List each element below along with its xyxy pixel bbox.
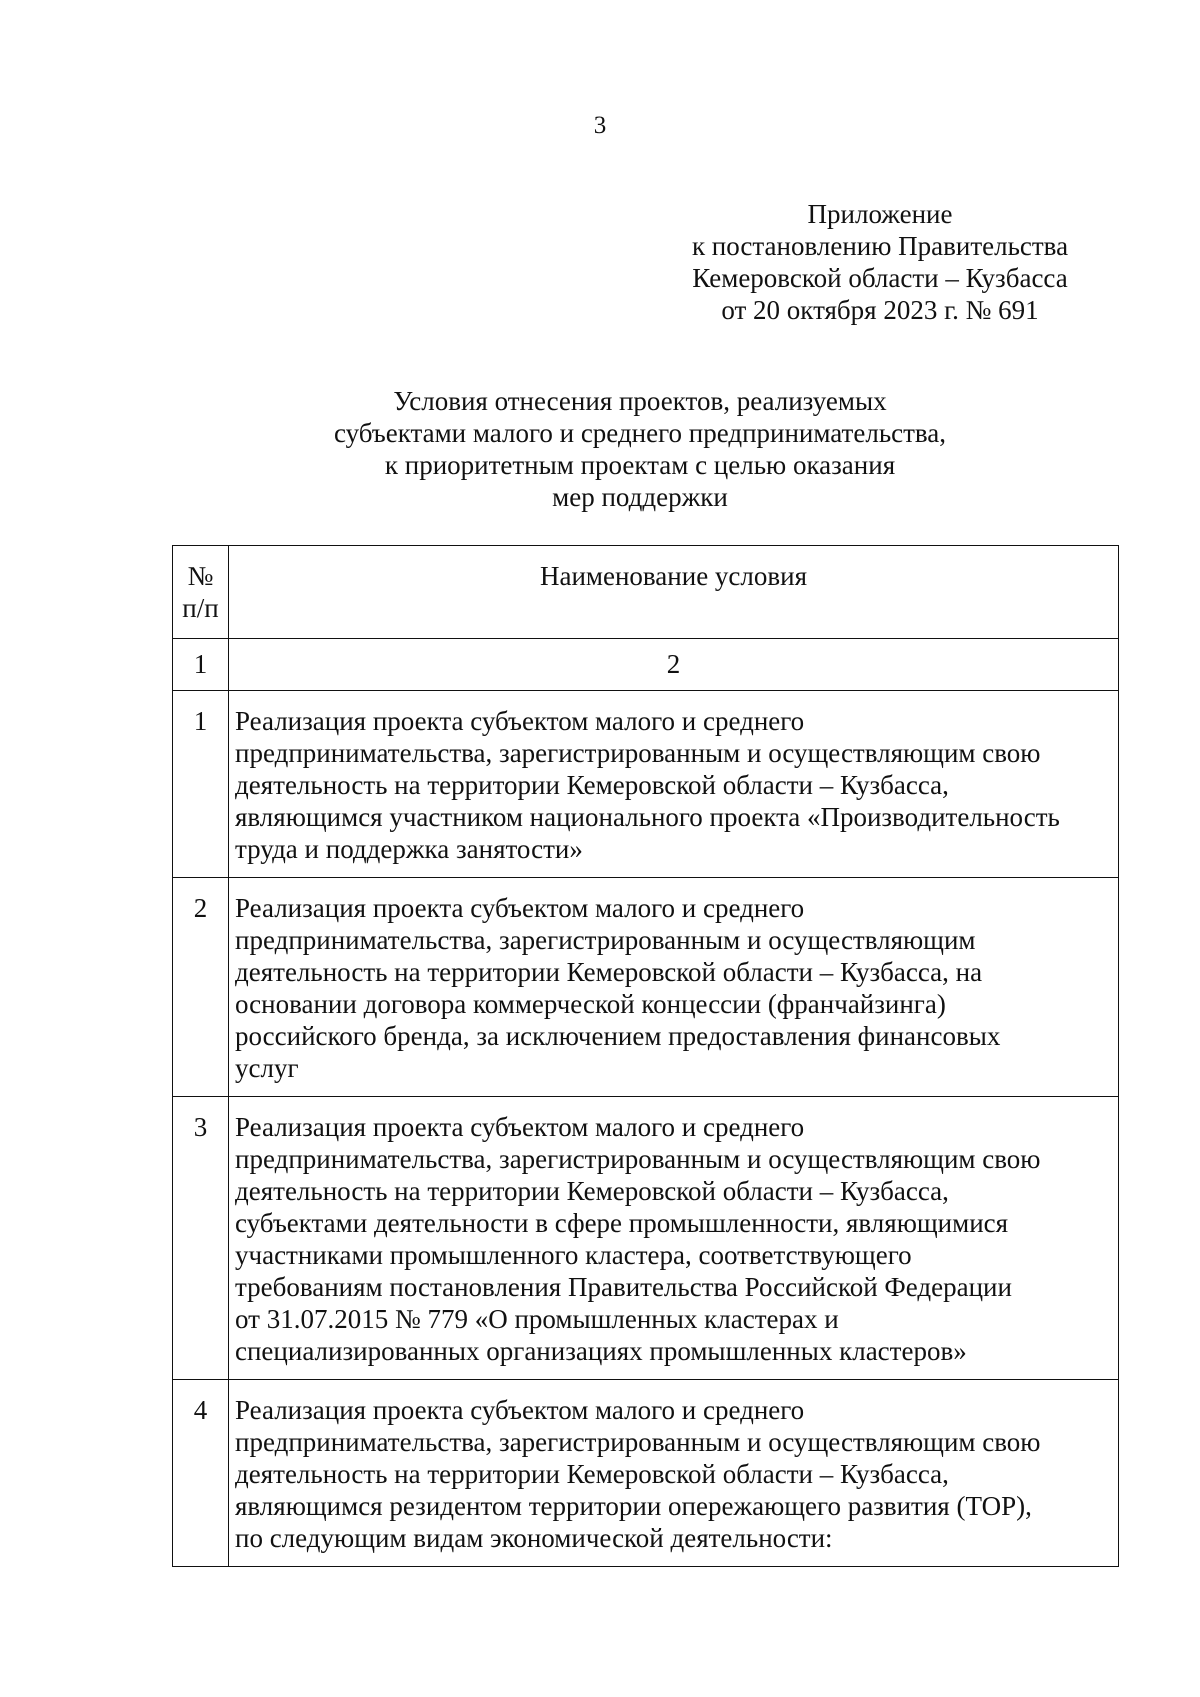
condition-line: предпринимательства, зарегистрированным и осуществляющим свою xyxy=(235,1427,1041,1457)
condition-line: Реализация проекта субъектом малого и среднего xyxy=(235,1112,805,1142)
condition-line: специализированных организациях промышленных кластеров» xyxy=(235,1336,967,1366)
conditions-table xyxy=(172,545,1119,1567)
appendix-header xyxy=(670,198,1090,326)
title-line: к приоритетным проектам с целью оказания xyxy=(384,450,896,480)
condition-line: от 31.07.2015 № 779 «О промышленных кластерах и xyxy=(235,1304,839,1334)
row-number: 2 xyxy=(173,878,229,1097)
header-number-cell xyxy=(173,546,229,639)
appendix-line: Кемеровской области – Кузбасса xyxy=(692,263,1068,293)
table-header-row xyxy=(173,546,1119,639)
condition-line: Реализация проекта субъектом малого и среднего xyxy=(235,1395,805,1425)
table-row xyxy=(173,1380,1119,1567)
condition-line: основании договора коммерческой концессии (франчайзинга) xyxy=(235,989,946,1019)
table-row xyxy=(173,691,1119,878)
document-title xyxy=(200,385,1080,513)
table-row xyxy=(173,1097,1119,1380)
appendix-line: к постановлению Правительства xyxy=(691,231,1069,261)
column-index-row xyxy=(173,639,1119,691)
condition-line: участниками промышленного кластера, соответствующего xyxy=(235,1240,912,1270)
condition-line: российского бренда, за исключением предоставления финансовых xyxy=(235,1021,1001,1051)
condition-line: деятельность на территории Кемеровской области – Кузбасса, xyxy=(235,1176,949,1206)
condition-line: предпринимательства, зарегистрированным и осуществляющим xyxy=(235,925,976,955)
condition-line: предпринимательства, зарегистрированным и осуществляющим свою xyxy=(235,738,1041,768)
condition-text xyxy=(229,1380,1119,1567)
condition-line: субъектами деятельности в сфере промышленности, являющимися xyxy=(235,1208,1009,1238)
header-name-cell: Наименование условия xyxy=(229,546,1119,639)
condition-line: труда и поддержка занятости» xyxy=(235,834,583,864)
title-line: мер поддержки xyxy=(552,482,728,512)
header-number-symbol: № xyxy=(187,561,214,591)
column-index-2: 2 xyxy=(229,639,1119,691)
condition-text xyxy=(229,691,1119,878)
condition-line: деятельность на территории Кемеровской области – Кузбасса, на xyxy=(235,957,983,987)
row-number: 4 xyxy=(173,1380,229,1567)
title-line: субъектами малого и среднего предпринимательства, xyxy=(333,418,947,448)
title-line: Условия отнесения проектов, реализуемых xyxy=(393,386,887,416)
appendix-line: Приложение xyxy=(807,199,953,229)
header-number-abbr: п/п xyxy=(182,593,219,623)
condition-line: Реализация проекта субъектом малого и среднего xyxy=(235,706,805,736)
row-number: 1 xyxy=(173,691,229,878)
column-index-1: 1 xyxy=(173,639,229,691)
condition-line: по следующим видам экономической деятельности: xyxy=(235,1523,833,1553)
condition-line: являющимся резидентом территории опережающего развития (ТОР), xyxy=(235,1491,1032,1521)
row-number: 3 xyxy=(173,1097,229,1380)
condition-line: деятельность на территории Кемеровской области – Кузбасса, xyxy=(235,1459,949,1489)
condition-line: деятельность на территории Кемеровской области – Кузбасса, xyxy=(235,770,949,800)
page-number: 3 xyxy=(593,112,607,139)
condition-line: требованиям постановления Правительства Российской Федерации xyxy=(235,1272,1012,1302)
table-row xyxy=(173,878,1119,1097)
condition-text xyxy=(229,878,1119,1097)
condition-line: предпринимательства, зарегистрированным и осуществляющим свою xyxy=(235,1144,1041,1174)
condition-line: услуг xyxy=(235,1053,299,1083)
condition-line: Реализация проекта субъектом малого и среднего xyxy=(235,893,805,923)
condition-text xyxy=(229,1097,1119,1380)
appendix-line: от 20 октября 2023 г. № 691 xyxy=(721,295,1039,325)
condition-line: являющимся участником национального проекта «Производительность xyxy=(235,802,1060,832)
